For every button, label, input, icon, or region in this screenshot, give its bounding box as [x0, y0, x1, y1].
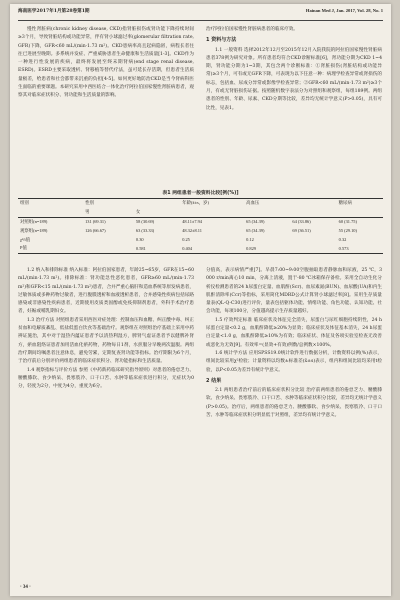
table-cell: 60 (31.75) — [338, 219, 357, 225]
table-cell: 58 (30.69) — [135, 219, 155, 225]
table-cell: P值 — [18, 244, 83, 253]
table-caption: 表1 两组患者一般资料比较[例(%)] — [162, 191, 239, 196]
table-cell: 0.573 — [337, 244, 383, 253]
journal-name-cn: 海南医学2017年1月第28卷第1期 — [18, 9, 90, 14]
table-subheader — [180, 208, 244, 217]
criteria-paragraph: 1.2 纳入和排除标准 纳入标准：阿拉伯国家患者，年龄25~65岁，GFR在15~60 mL/(min·1.73 m²)。排除标准：肾功能急性恶化患者，GFR≥60 mL/(min·1.73 m²)和GFR<15 mL/(min·1.73 m²)患者，合并严重心脑肝和造血系统等原发病患者，过敏体质或多种药物过敏者，进行腹膜透析和血液透析患者，合并感染性疾病包括尿路感染或非感染性疾病患者，近期使用皮质类固醇或免疫抑制剂患者，外科手术治疗患者，妊娠或哺乳期妇女。 — [18, 268, 194, 315]
table-cell: 55 (29.10) — [338, 228, 357, 234]
table-header — [134, 199, 180, 208]
table-cell: χ²/t值 — [20, 236, 31, 242]
results-paragraph: 2.1 两组患者治疗前后的临床症状积分比较 治疗前两组患者的倦怠乏力、腰酸膝软、食少纳呆、畏寒肢冷、口干口苦、水肿等临床症状积分比较，差异均无统计学意义(P>0.05)。治疗后，两组患者的倦怠乏力、腰酸膝软、食少纳呆、畏寒肢冷、口干口苦、水肿等临床症状积分明显低于对照组，差异均有统计学意义。 — [206, 388, 382, 419]
statistics-paragraph: 1.6 统计学方法 应用SPSS19.0统计软件进行数据分析，计数资料以例(%)表示，组间比较采用χ²检验；计量资料以均数±标准差(x̄±s)表示，组内和组间比较均采用t检验，以P<0.05为差异有统计学意义。 — [206, 350, 382, 373]
table-cell: 64 (33.86) — [292, 219, 311, 225]
table-subheader: 女 — [134, 208, 180, 217]
table-cell — [83, 244, 134, 253]
table-cell: 63 (33.33) — [135, 228, 155, 234]
treatment-paragraph: 1.3 治疗方法 对照组患者采用西医对症处理：控制血压和血糖、纠正酸中毒、纠正贫血和电解质紊乱、低盐低蛋白饮食等基础治疗。观察组在对照组治疗基础上采用中药辨证施治，其中对于湿热内蕴证患者予以清热利湿方，脾肾气虚证患者予以健脾补肾方，瘀血阻络证患者加用活血化瘀药物，药物每日1剂，水煎服分早晚两次温服。两组治疗期间均嘱患者注意休息，避免劳累，定期复查肾功能等指标。治疗期限为6个月，于治疗前后分别评价两组患者的临床症状积分、肾功能指标和生活质量。 — [18, 317, 194, 365]
table-cell: 对照组(n=189) — [20, 218, 48, 224]
table-cell: 0.30 — [135, 237, 144, 243]
table-cell — [290, 244, 336, 253]
right-column-top — [206, 26, 382, 186]
table-cell: 0.581 — [134, 244, 180, 253]
table-cell: 0.32 — [338, 237, 347, 243]
table-cell: 65 (34.39) — [246, 228, 265, 234]
table-row — [18, 244, 383, 253]
table-row — [18, 226, 383, 235]
table-subheader — [337, 208, 383, 217]
general-data-paragraph: 1.1 一般资料 选择2012年12月至2015年12月入院我院的阿拉伯国家慢性肾脏病患者378例为研究对象。所有患者均符合CKD诊断标准[6]，肾功能分期为CKD 1~4期，肾功能分期为1~3期，其包含两个诊断标准：①肾脏损伤(肾脏结构或功能异常)≥3个月，可有或无GFR下降，可表现为以下任意一种：病理学检查异常或肾损伤的标志，包括血、尿成分异常或影像学检查异常；②GFR<60 mL/(min·1.73 m²)≥3个月，有或无肾脏损伤证据。按照随机数字表法分为对照组和观察组，每组189例。两组患者的性别、年龄、尿素、CKD分期等比较，差异均无统计学意义(P>0.05)，具有可比性，见表1。 — [206, 47, 382, 111]
table-row — [18, 217, 383, 226]
baseline-table — [18, 198, 383, 254]
table-cell: 131 (69.31) — [85, 219, 106, 225]
table-subheader — [244, 208, 290, 217]
table-cell: 48.32±8.11 — [182, 228, 202, 234]
table-1 — [18, 189, 383, 254]
indicators-paragraph: 1.4 观察指标与评价方法 参照《中药新药临床研究指导原则》对患者的倦怠乏力、腰酸膝软、食少纳呆、畏寒肢冷、口干口苦、水肿等临床症状进行积分，无症状为0分，轻度为2分，中度为4分，重度为6分。 — [18, 367, 194, 390]
table-cell — [83, 235, 134, 244]
section-heading-results: 2 结果 — [206, 377, 222, 384]
table-header: 高血压 — [244, 199, 290, 208]
table-header — [290, 199, 336, 208]
left-column-bottom — [18, 267, 194, 579]
table-header: 年龄(x̄±s，岁) — [180, 199, 244, 208]
table-header: 组别 — [18, 199, 83, 208]
intro-paragraph: 慢性肾脏病(chronic kidney disease, CKD)指肾脏损伤或肾功能下降持续时间≥3个月，导致肾脏结构或功能异常，伴有肾小球滤过率(glomerular filtration rate, GFR)下降，GFR<60 mL/(min·1.73 m²)。CKD患病率高且起病隐匿，病程长者往往已进展至晚期。多系统并发症、严重威胁患者生命健康和生活质量[1-3]。CKD作为一种进行性发展的疾病，最终将发展至终末期肾病(end stage renal disease, ESRD)。ESRD主要采取透析、肾移植等替代疗法，虽可延长存活期，但患者生活质量极差，给患者和社会都带来沉重的负担[4-5]。如何更好地防治CKD是当今肾病科医生面临的重要课题。本研究采用中西医结合一体化治疗阿拉伯国家慢性肾脏病患者，观察其对临床症状积分、肾功能和生活质量的影响。 — [18, 27, 194, 99]
page-number: · 34 · — [20, 585, 31, 590]
journal-name-en: Hainan Med J, Jan. 2017, Vol. 28, No. 1 — [305, 8, 383, 13]
table-row — [18, 235, 383, 244]
table-header: 性别 — [83, 199, 134, 208]
table-subheader: 男 — [83, 208, 134, 217]
intro-continuation: 治疗阿拉伯国家慢性肾脏病患者的临床疗效。 — [206, 27, 298, 32]
section-heading-methods: 1 资料与方法 — [206, 37, 237, 44]
table-cell: 0.829 — [244, 244, 290, 253]
table-subheader — [290, 208, 336, 217]
indicators-continuation: 分值高，表示病情严重[7]。早晨7:00~9:00空腹抽取患者静脉血和尿液，25 ℃，3 000 r/min离心10 min，分离上清液，置于-80 ℃冰箱保存备检。采用全自动生化分析仪检测患者的24 h尿蛋白定量、血肌酐(Scr)、血尿素氮(BUN)、血尿酸(UA)和内生肌酐清除率(Ccr)等指标，采用简化MDRD公式计算肾小球滤过率[8]。采用生存质量量表(QL-Q-C30)进行评价，量表包括躯体功能、情绪功能、角色功能、认知功能、社会功能，每项100分，分值越高提示生存质量越好。 — [206, 268, 382, 315]
table-cell: 0.25 — [182, 237, 190, 243]
left-column-top — [18, 26, 194, 186]
table-subheader — [18, 208, 83, 217]
table-cell: 126 (66.67) — [85, 228, 106, 234]
table-cell: 69 (36.51) — [292, 228, 311, 234]
efficacy-criteria-paragraph: 1.5 疗效判定标准 临床症状及体征完全消失，尿蛋白与尿红细胞持续阴性，24 h尿蛋白定量<0.2 g，血肌酐降低≥20%为显效；临床症状及体征基本消失，24 h尿蛋白定量<1.0 g，血肌酐降低≥10%为有效；临床症状、体征及各项实验室检查无改善或恶化为无效[9]。有效率=(显效+有效)例数/总例数×100%。 — [206, 317, 382, 348]
table-cell: 48.11±7.94 — [182, 219, 202, 225]
table-cell: 0.404 — [180, 244, 244, 253]
running-header — [18, 8, 383, 21]
table-cell: 0.12 — [246, 237, 254, 243]
table-cell — [290, 235, 336, 244]
table-cell: 65 (34.39) — [246, 219, 265, 225]
table-cell: 观察组(n=189) — [20, 227, 48, 233]
journal-page — [10, 4, 391, 596]
right-column-bottom — [206, 267, 382, 579]
table-header: 糖尿病 — [337, 199, 383, 208]
